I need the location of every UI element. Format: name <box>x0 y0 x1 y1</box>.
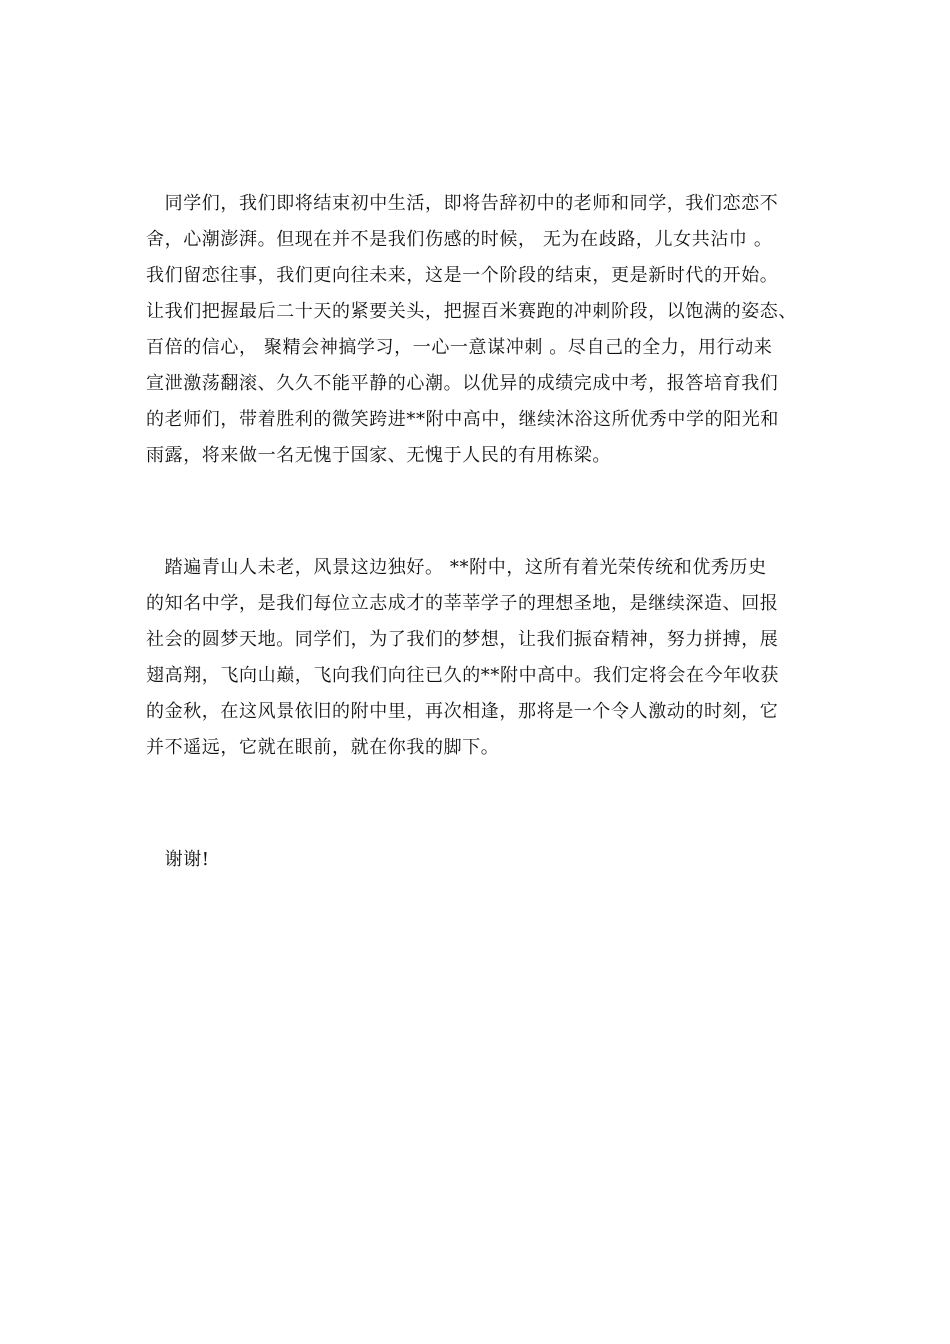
text-line: 的金秋，在这风景依旧的附中里，再次相逢，那将是一个令人激动的时刻，它 <box>146 701 779 722</box>
text-line: 踏遍青山人未老，风景这边独好。 **附中，这所有着光荣传统和优秀历史 <box>146 557 767 578</box>
text-line: 谢谢! <box>146 849 210 870</box>
text-line: 同学们，我们即将结束初中生活，即将告辞初中的老师和同学，我们恋恋不 <box>146 193 779 214</box>
text-line: 我们留恋往事，我们更向往未来，这是一个阶段的结束，更是新时代的开始。 <box>146 265 779 286</box>
paragraph-closing-thanks <box>146 842 816 878</box>
text-line: 百倍的信心， 聚精会神搞学习，一心一意谋冲刺 。尽自己的全力，用行动来 <box>146 337 773 358</box>
text-line: 宣泄激荡翻滚、久久不能平静的心潮。以优异的成绩完成中考，报答培育我们 <box>146 373 779 394</box>
text-line: 翅高翔，飞向山巅，飞向我们向往已久的**附中高中。我们定将会在今年收获 <box>146 665 779 686</box>
text-line: 的老师们，带着胜利的微笑跨进**附中高中，继续沐浴这所优秀中学的阳光和 <box>146 409 779 430</box>
text-line: 并不遥远，它就在眼前，就在你我的脚下。 <box>146 737 500 758</box>
text-line: 舍，心潮澎湃。但现在并不是我们伤感的时候， 无为在歧路，儿女共沾巾 。 <box>146 229 773 250</box>
text-line: 的知名中学，是我们每位立志成才的莘莘学子的理想圣地，是继续深造、回报 <box>146 593 779 614</box>
paragraph-school-praise <box>146 550 816 766</box>
text-line: 社会的圆梦天地。同学们，为了我们的梦想，让我们振奋精神，努力拼搏，展 <box>146 629 779 650</box>
text-line: 让我们把握最后二十天的紧要关头，把握百米赛跑的冲刺阶段，以饱满的姿态、 <box>146 301 797 322</box>
text-line: 雨露，将来做一名无愧于国家、无愧于人民的有用栋梁。 <box>146 445 611 466</box>
paragraph-graduation-reflection <box>146 186 816 474</box>
